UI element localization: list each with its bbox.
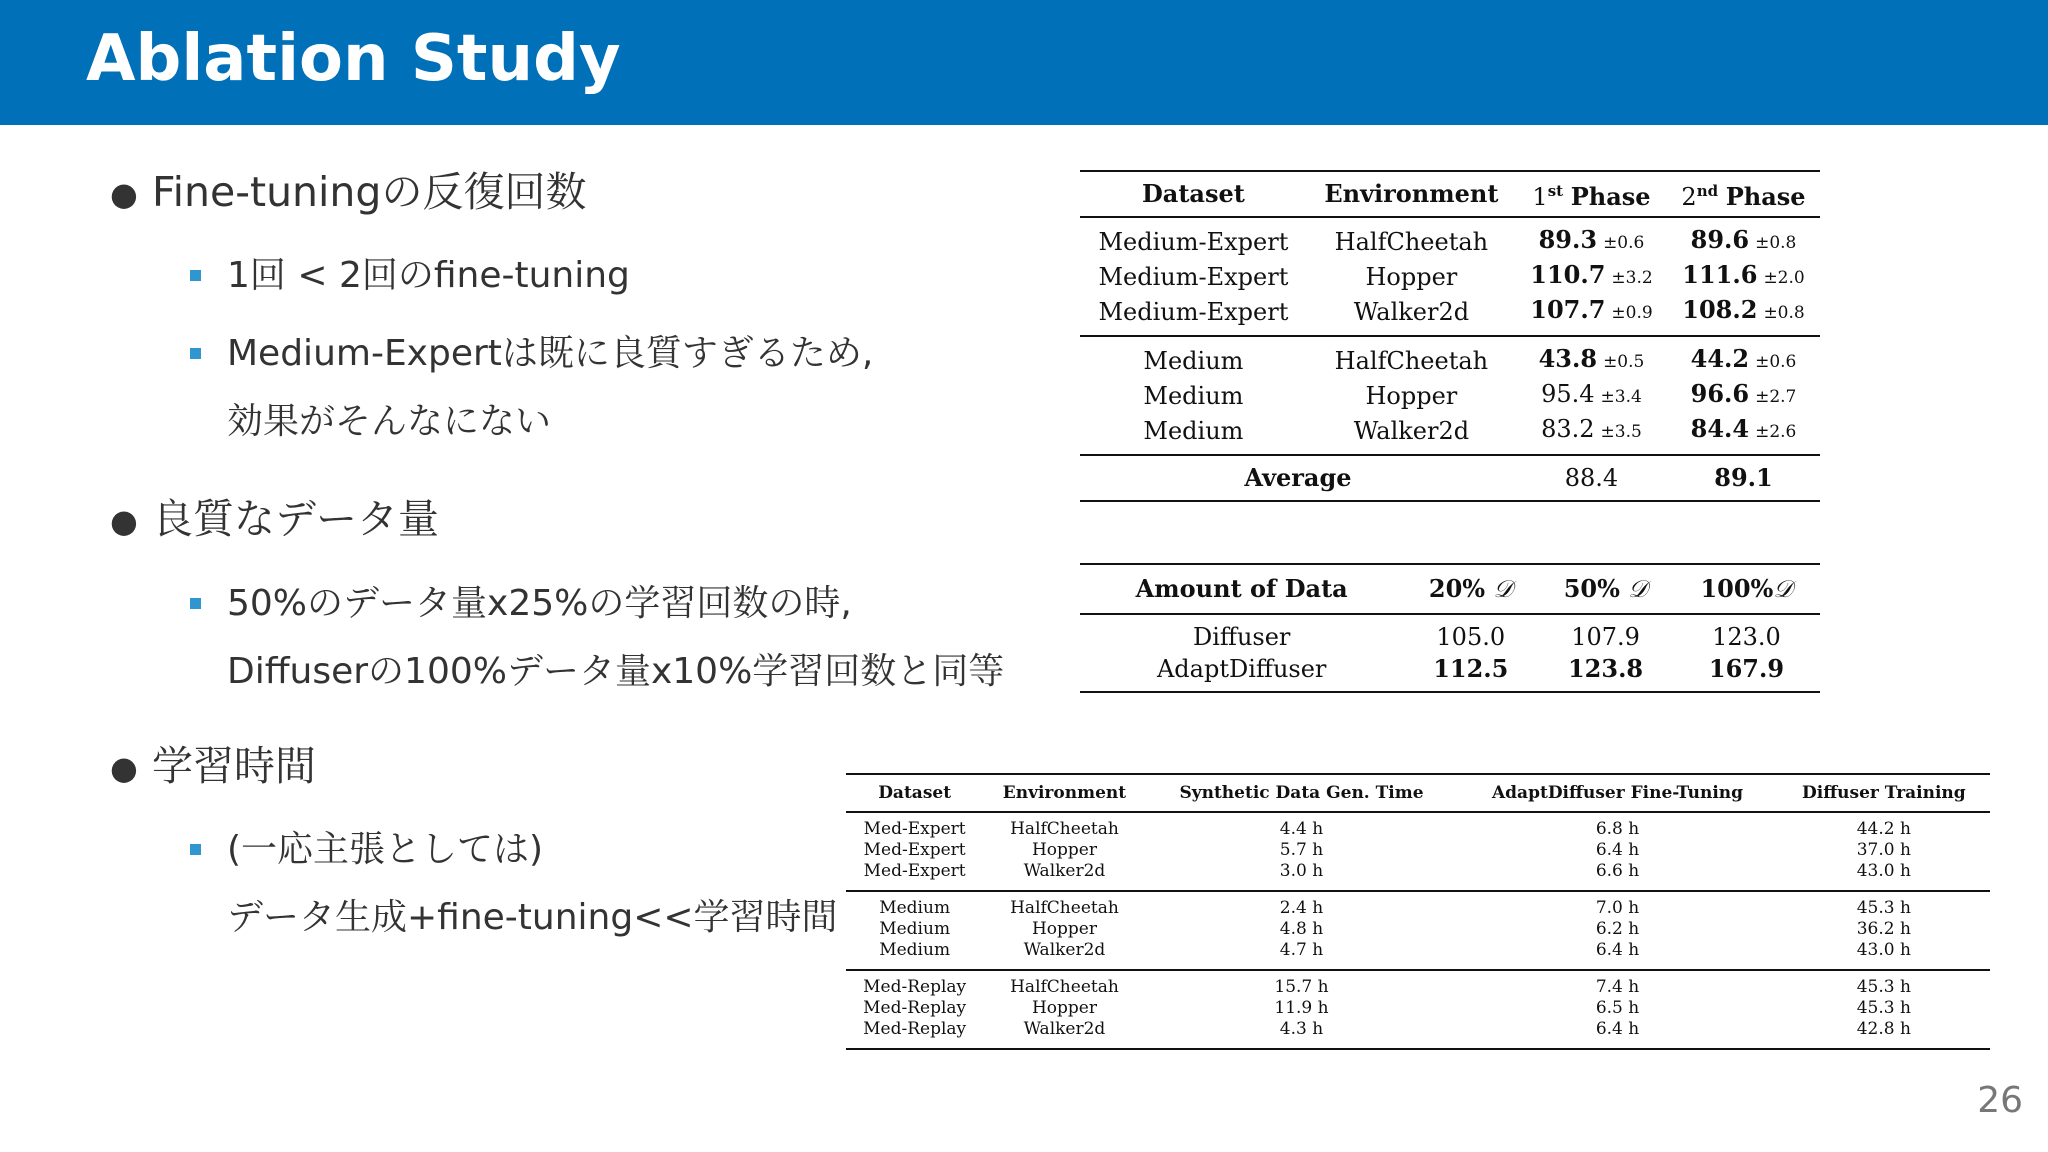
average-row: Average 88.4 89.1 xyxy=(1080,455,1820,501)
table-row: Medium Hopper 95.4 ±3.4 96.6 ±2.7 xyxy=(1143,379,1797,410)
table-row: Med-Replay Hopper 11.9 h 6.5 h 45.3 h xyxy=(863,998,1911,1018)
column-header: Environment xyxy=(983,774,1145,812)
column-header: 100%𝒟 xyxy=(1673,564,1820,614)
table-row: Medium Walker2d 4.7 h 6.4 h 43.0 h xyxy=(879,940,1911,960)
sub-bullet-text: (一応主張としては) xyxy=(227,829,544,870)
table-header-row xyxy=(846,774,1990,812)
bullet-text: Fine-tuningの反復回数 xyxy=(152,168,587,216)
slide-title: Ablation Study xyxy=(86,22,621,96)
table-header-row xyxy=(1080,171,1820,217)
table-row: Med-Replay HalfCheetah 15.7 h 7.4 h 45.3 h xyxy=(846,970,1990,998)
title-bar xyxy=(0,0,2048,125)
table-row: Medium Walker2d 83.2 ±3.5 84.4 ±2.6 xyxy=(1143,414,1797,445)
table-row: Medium-Expert HalfCheetah 89.3 ±0.6 89.6 ±0.8 xyxy=(1098,225,1797,256)
table-row: Med-Expert HalfCheetah 4.4 h 6.8 h 44.2 h xyxy=(863,819,1911,839)
column-header: Amount of Data xyxy=(1080,564,1403,614)
table-row: Medium HalfCheetah 2.4 h 7.0 h 45.3 h xyxy=(846,891,1990,919)
table-row: AdaptDiffuser 112.5 123.8 167.9 xyxy=(1156,654,1785,683)
data-amount-table xyxy=(1080,563,1820,693)
column-header: 2nd Phase xyxy=(1667,171,1820,217)
square-bullet-icon xyxy=(190,598,201,609)
training-time-table xyxy=(846,773,1990,1050)
table-row: Medium-Expert Hopper 110.7 ±3.2 111.6 ±2.0 xyxy=(1098,260,1805,291)
table-row: Diffuser 105.0 107.9 123.0 xyxy=(1192,623,1781,651)
column-header: 20% 𝒟 xyxy=(1403,564,1538,614)
table-row: Medium-Expert Walker2d 107.7 ±0.9 108.2 ±0.8 xyxy=(1098,295,1805,326)
phase-results-table xyxy=(1080,170,1820,502)
table-row: Medium HalfCheetah 43.8 ±0.5 44.2 ±0.6 xyxy=(1080,336,1820,378)
column-header: Diffuser Training xyxy=(1778,774,1990,812)
table-row: Med-Replay Walker2d 4.3 h 6.4 h 42.8 h xyxy=(863,1019,1911,1039)
page-number: 26 xyxy=(1977,1080,2023,1121)
sub-bullet-text-line2: データ生成+fine-tuning<<学習時間 xyxy=(227,897,838,938)
column-header: 1st Phase xyxy=(1516,171,1667,217)
table-header-row xyxy=(1080,564,1820,614)
sub-bullet-text: 50%のデータ量x25%の学習回数の時, xyxy=(227,583,852,624)
column-header: Dataset xyxy=(1080,171,1307,217)
bullet-dot-icon: ● xyxy=(110,175,138,213)
bullet-dot-icon: ● xyxy=(110,749,138,787)
bullet-dot-icon: ● xyxy=(110,502,138,540)
sub-bullet-text: 1回 < 2回のfine-tuning xyxy=(227,255,630,296)
bullet-text: 学習時間 xyxy=(152,742,316,790)
sub-bullet-text-line2: Diffuserの100%データ量x10%学習回数と同等 xyxy=(227,651,1005,692)
sub-bullet-text: Medium-Expertは既に良質すぎるため, xyxy=(227,333,874,374)
column-header: Environment xyxy=(1307,171,1516,217)
column-header: AdaptDiffuser Fine-Tuning xyxy=(1457,774,1777,812)
table-row: Med-Expert Hopper 5.7 h 6.4 h 37.0 h xyxy=(863,840,1911,860)
sub-bullet-text-line2: 効果がそんなにない xyxy=(227,401,552,442)
table-row: Med-Expert Walker2d 3.0 h 6.6 h 43.0 h xyxy=(863,861,1911,881)
table-row: Medium Hopper 4.8 h 6.2 h 36.2 h xyxy=(879,919,1911,939)
bullet-text: 良質なデータ量 xyxy=(152,495,439,543)
square-bullet-icon xyxy=(190,348,201,359)
square-bullet-icon xyxy=(190,844,201,855)
column-header: 50% 𝒟 xyxy=(1538,564,1673,614)
column-header: Synthetic Data Gen. Time xyxy=(1146,774,1458,812)
square-bullet-icon xyxy=(190,270,201,281)
column-header: Dataset xyxy=(846,774,983,812)
